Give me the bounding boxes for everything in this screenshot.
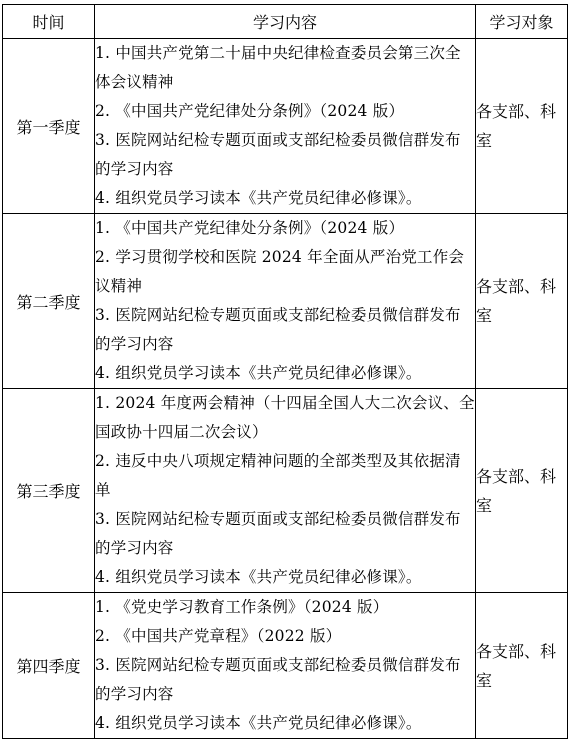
target-cell: 各支部、科室: [476, 389, 568, 593]
content-cell: [95, 214, 476, 389]
header-target: 学习对象: [476, 5, 568, 39]
content-item: 4. 组织党员学习读本《共产党员纪律必修课》。: [95, 714, 422, 732]
content-item: 4. 组织党员学习读本《共产党员纪律必修课》。: [95, 568, 422, 586]
quarter-cell: 第一季度: [3, 39, 95, 214]
content-item: 1. 中国共产党第二十届中央纪律检查委员会第三次全体会议精神: [95, 44, 461, 91]
content-item: 4. 组织党员学习读本《共产党员纪律必修课》。: [95, 364, 422, 382]
header-row: [3, 5, 568, 39]
content-item: 4. 组织党员学习读本《共产党员纪律必修课》。: [95, 189, 422, 207]
content-cell: [95, 593, 476, 739]
quarter-cell: 第三季度: [3, 389, 95, 593]
content-item: 3. 医院网站纪检专题页面或支部纪检委员微信群发布的学习内容: [95, 510, 461, 557]
content-item: 2. 违反中央八项规定精神问题的全部类型及其依据清单: [95, 452, 461, 499]
content-cell: [95, 389, 476, 593]
quarter-cell: 第二季度: [3, 214, 95, 389]
table-row-q1: [3, 39, 568, 214]
content-item: 1. 2024 年度两会精神（十四届全国人大二次会议、全国政协十四届二次会议）: [95, 394, 475, 441]
content-item: 2. 学习贯彻学校和医院 2024 年全面从严治党工作会议精神: [95, 248, 465, 295]
content-item: 1. 《党史学习教育工作条例》（2024 版）: [95, 598, 389, 616]
header-content: 学习内容: [95, 5, 476, 39]
study-schedule-table: [2, 4, 568, 739]
content-item: 3. 医院网站纪检专题页面或支部纪检委员微信群发布的学习内容: [95, 656, 461, 703]
target-cell: 各支部、科室: [476, 39, 568, 214]
content-item: 2. 《中国共产党章程》（2022 版）: [95, 627, 342, 645]
content-item: 3. 医院网站纪检专题页面或支部纪检委员微信群发布的学习内容: [95, 131, 461, 178]
content-item: 2. 《中国共产党纪律处分条例》（2024 版）: [95, 102, 405, 120]
header-time: 时间: [3, 5, 95, 39]
quarter-cell: 第四季度: [3, 593, 95, 739]
target-cell: 各支部、科室: [476, 593, 568, 739]
table-row-q2: [3, 214, 568, 389]
table-row-q3: [3, 389, 568, 593]
target-cell: 各支部、科室: [476, 214, 568, 389]
content-item: 3. 医院网站纪检专题页面或支部纪检委员微信群发布的学习内容: [95, 306, 461, 353]
content-cell: [95, 39, 476, 214]
table-row-q4: [3, 593, 568, 739]
content-item: 1. 《中国共产党纪律处分条例》（2024 版）: [95, 219, 405, 237]
